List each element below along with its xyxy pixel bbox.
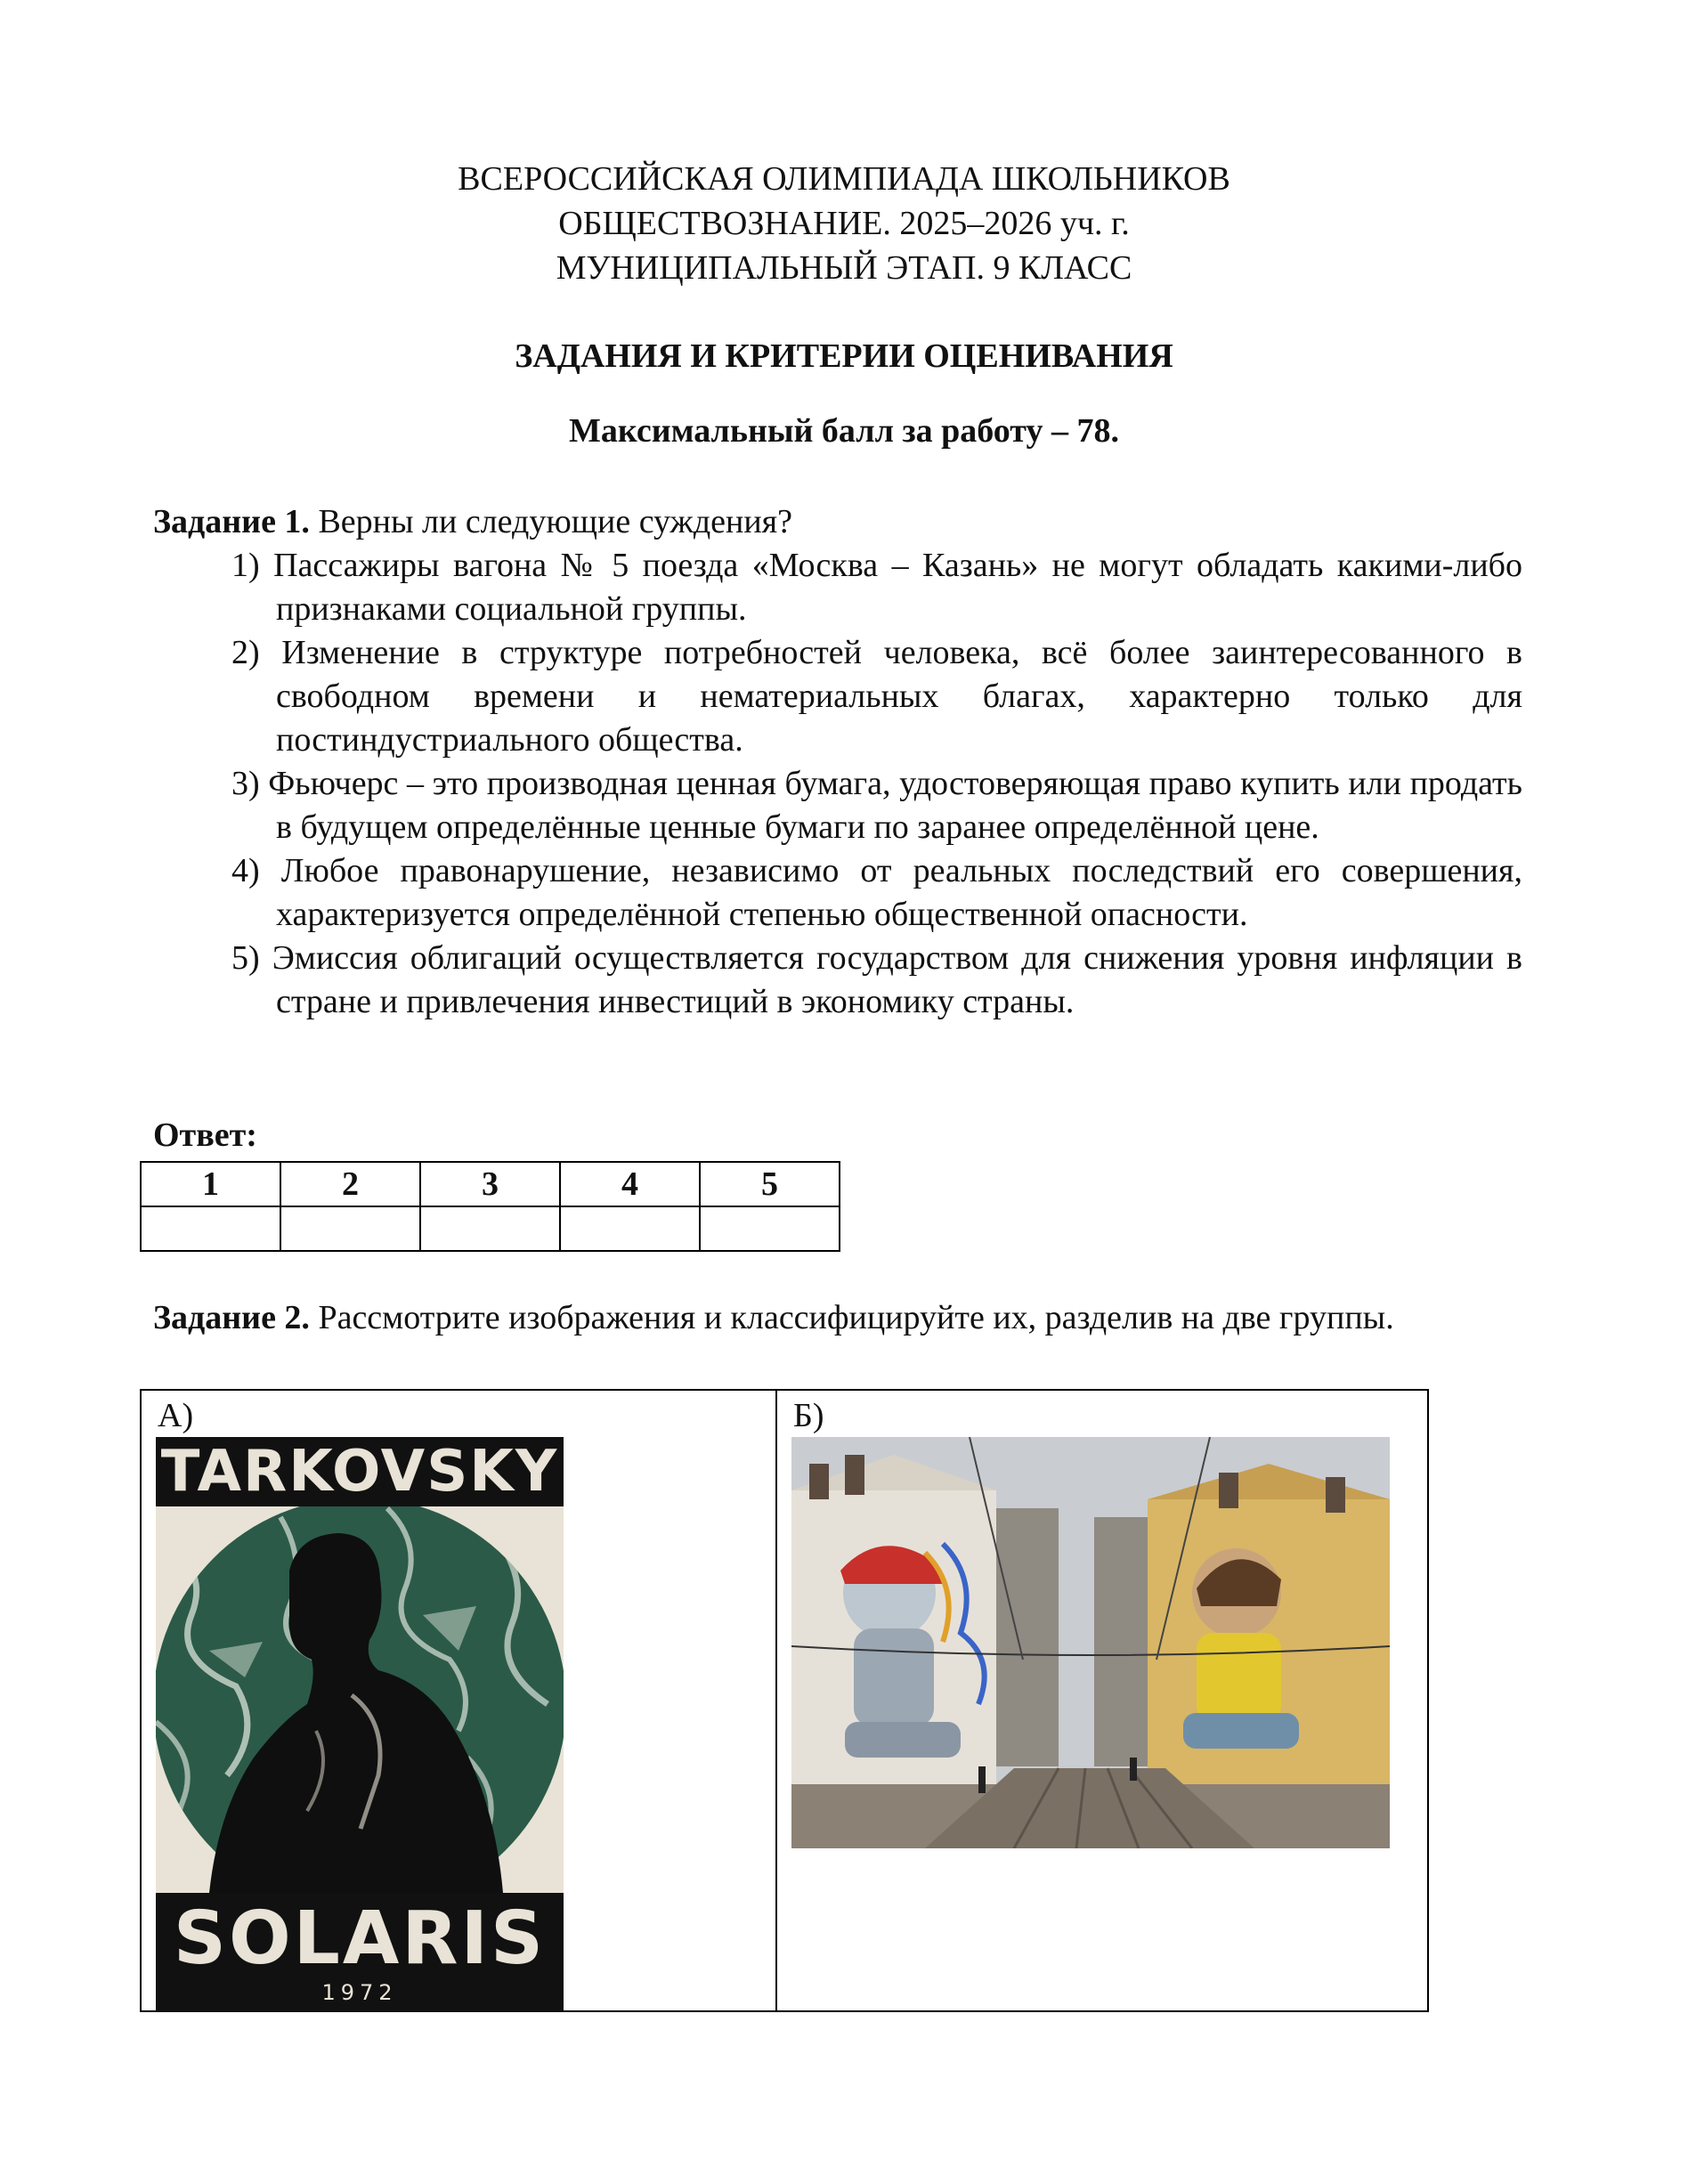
header-line-2: ОБЩЕСТВОЗНАНИЕ. 2025–2026 уч. г. <box>558 205 1130 242</box>
answer-cell-4[interactable] <box>560 1206 700 1251</box>
answer-header-1: 1 <box>141 1162 280 1206</box>
task1-statements <box>231 544 1522 1024</box>
task1-heading <box>153 500 1522 544</box>
statement-1: 1) Пассажиры вагона № 5 поезда «Москва – Казань» не могут обладать какими-либо признаками социальной группы. <box>231 547 1522 628</box>
images-table <box>140 1389 1429 2012</box>
answer-cell-1[interactable] <box>141 1206 280 1251</box>
poster-title: TARKOVSKY <box>160 1439 559 1505</box>
answer-header-4: 4 <box>560 1162 700 1206</box>
section-title: ЗАДАНИЯ И КРИТЕРИИ ОЦЕНИВАНИЯ <box>515 337 1173 375</box>
statement-2: 2) Изменение в структуре потребностей человека, всё более заинтересованного в свободном времени и нематериальных благах, характерно только для постиндустриального общества. <box>231 634 1522 759</box>
max-score: Максимальный балл за работу – 78. <box>569 412 1119 450</box>
poster-year: 1972 <box>321 1980 398 2005</box>
street-mural-photo <box>791 1437 1390 1848</box>
task1-question: Верны ли следующие суждения? <box>309 503 793 540</box>
statement-3: 3) Фьючерс – это производная ценная бумага, удостоверяющая право купить или продать в будущем определённые ценные бумаги по заранее определённой цене. <box>231 765 1522 846</box>
image-b-label: Б) <box>793 1397 824 1434</box>
answer-cell-3[interactable] <box>420 1206 560 1251</box>
task1-label: Задание 1. <box>153 503 310 540</box>
answer-table <box>140 1161 840 1252</box>
image-a-label: А) <box>158 1397 194 1434</box>
answer-header-row <box>141 1162 840 1206</box>
answer-header-5: 5 <box>700 1162 840 1206</box>
image-cell-b <box>776 1390 1428 2011</box>
answer-label: Ответ: <box>153 1116 257 1154</box>
header-line-1: ВСЕРОССИЙСКАЯ ОЛИМПИАДА ШКОЛЬНИКОВ <box>458 160 1230 198</box>
task2-text: Рассмотрите изображения и классифицируйте их, разделив на две группы. <box>309 1299 1394 1336</box>
answer-cell-5[interactable] <box>700 1206 840 1251</box>
mural-photo-artwork <box>791 1437 1390 1848</box>
answer-header-2: 2 <box>280 1162 420 1206</box>
answer-cell-2[interactable] <box>280 1206 420 1251</box>
task2-heading <box>153 1297 1522 1339</box>
answer-header-3: 3 <box>420 1162 560 1206</box>
statement-4: 4) Любое правонарушение, независимо от реальных последствий его совершения, характеризуется определённой степенью общественной опасности. <box>231 852 1522 933</box>
header-line-3: МУНИЦИПАЛЬНЫЙ ЭТАП. 9 КЛАСС <box>556 249 1132 287</box>
image-cell-a <box>141 1390 776 2011</box>
solaris-poster-image <box>156 1437 564 2012</box>
statement-5: 5) Эмиссия облигаций осуществляется государством для снижения уровня инфляции в стране и привлечения инвестиций в экономику страны. <box>231 939 1522 1020</box>
task2-label: Задание 2. <box>153 1299 310 1336</box>
poster-subtitle: SOLARIS <box>173 1896 547 1981</box>
answer-input-row <box>141 1206 840 1251</box>
